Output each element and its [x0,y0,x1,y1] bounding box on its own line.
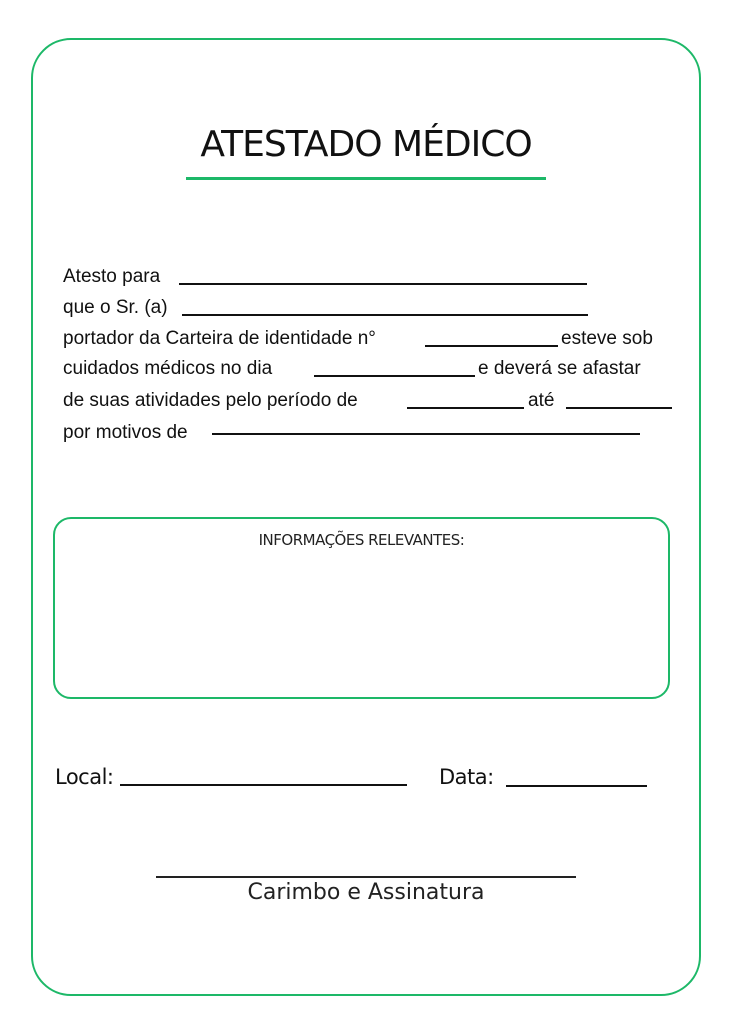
line-portador: portador da Carteira de identidade n° [63,328,376,349]
line-que-o-sr: que o Sr. (a) [63,297,168,318]
line-cuidados: cuidados médicos no dia [63,358,273,379]
relevant-info-box[interactable] [53,517,670,699]
signature-line[interactable] [156,876,576,878]
line-atesto-para: Atesto para [63,266,161,287]
period-end-field[interactable] [566,407,672,409]
local-label: Local: [55,765,114,789]
line-ate: até [528,390,555,411]
period-start-field[interactable] [407,407,524,409]
signature-label: Carimbo e Assinatura [247,880,485,905]
date-field[interactable] [506,785,647,787]
line-periodo: de suas atividades pelo período de [63,390,358,411]
care-date-field[interactable] [314,375,475,377]
patient-name-field[interactable] [182,314,588,316]
line-motivos: por motivos de [63,422,188,443]
document-title: ATESTADO MÉDICO [200,124,532,165]
local-field[interactable] [120,784,407,786]
atesto-para-field[interactable] [179,283,587,285]
line-esteve-sob: esteve sob [561,328,653,349]
identity-number-field[interactable] [425,345,558,347]
title-underline [186,177,546,180]
reason-field[interactable] [212,433,640,435]
relevant-info-label: INFORMAÇÕES RELEVANTES: [258,531,465,549]
line-devera-afastar: e deverá se afastar [478,358,641,379]
data-label: Data: [439,765,494,789]
